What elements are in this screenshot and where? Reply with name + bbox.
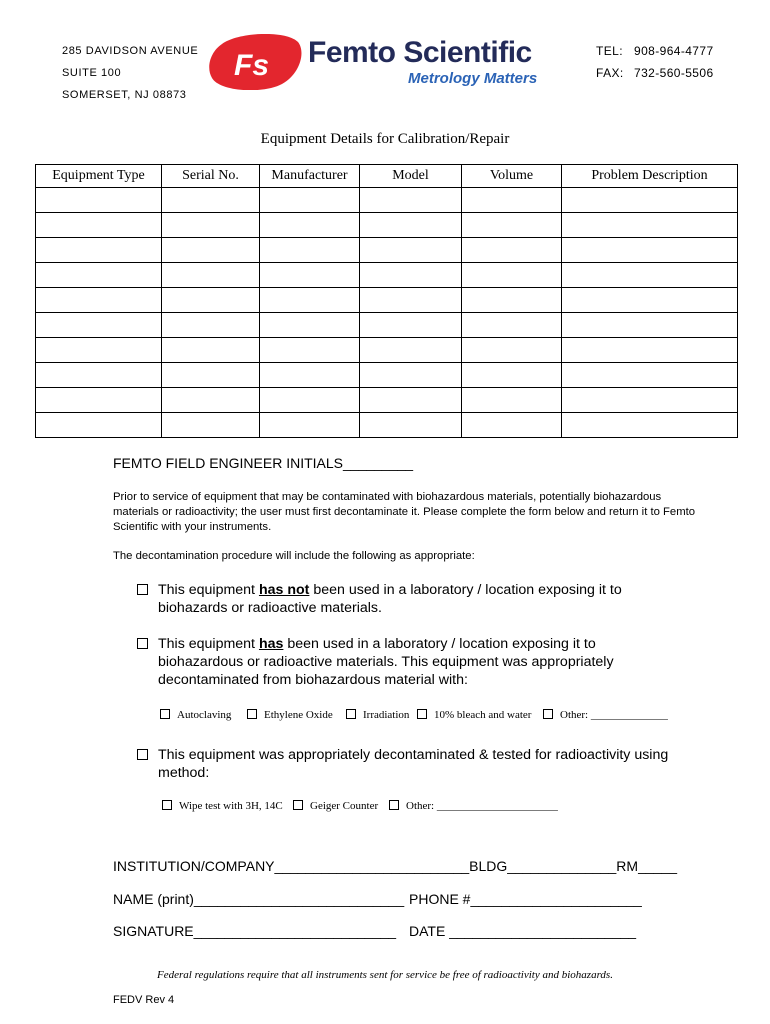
col-problem-description: Problem Description bbox=[562, 165, 738, 188]
method-autoclaving[interactable]: Autoclaving bbox=[160, 709, 231, 721]
table-cell[interactable] bbox=[162, 413, 260, 438]
col-manufacturer: Manufacturer bbox=[260, 165, 360, 188]
table-cell[interactable] bbox=[562, 388, 738, 413]
table-row bbox=[36, 363, 738, 388]
emphasis-has-not: has not bbox=[258, 582, 310, 598]
checkbox-method-other[interactable] bbox=[543, 709, 553, 719]
table-cell[interactable] bbox=[462, 238, 562, 263]
table-cell[interactable] bbox=[360, 288, 462, 313]
fax-line bbox=[596, 62, 714, 84]
equipment-table bbox=[35, 164, 738, 438]
table-cell[interactable] bbox=[360, 388, 462, 413]
table-cell[interactable] bbox=[562, 313, 738, 338]
option-not-used-text: This equipment has not been used in a laboratory / location exposing it to biohazards or radioactive materials. bbox=[158, 582, 622, 616]
table-header-row bbox=[36, 165, 738, 188]
col-serial-no: Serial No. bbox=[162, 165, 260, 188]
table-cell[interactable] bbox=[162, 363, 260, 388]
option-radioactivity-text: This equipment was appropriately decontaminated & tested for radioactivity using method: bbox=[158, 747, 669, 781]
table-cell[interactable] bbox=[162, 388, 260, 413]
table-cell[interactable] bbox=[36, 363, 162, 388]
table-row bbox=[36, 313, 738, 338]
address-line-suite: SUITE 100 bbox=[62, 67, 122, 79]
table-cell[interactable] bbox=[462, 213, 562, 238]
table-cell[interactable] bbox=[562, 413, 738, 438]
emphasis-has: has bbox=[258, 636, 284, 652]
signature-field[interactable]: SIGNATURE__________________________ bbox=[113, 923, 397, 939]
table-cell[interactable] bbox=[462, 288, 562, 313]
option-used-text: This equipment has been used in a laboratory / location exposing it to biohazardous or radioactive materials. This equipment was appropriately decontaminated from biohazardous material with: bbox=[158, 636, 614, 688]
method-wipe-test[interactable]: Wipe test with 3H, 14C bbox=[162, 800, 283, 812]
table-cell[interactable] bbox=[462, 313, 562, 338]
checkbox-not-used[interactable] bbox=[137, 584, 148, 595]
table-cell[interactable] bbox=[462, 413, 562, 438]
tel-number: 908-964-4777 bbox=[634, 44, 714, 58]
checkbox-used[interactable] bbox=[137, 638, 148, 649]
table-cell[interactable] bbox=[360, 213, 462, 238]
table-cell[interactable] bbox=[562, 288, 738, 313]
method-ethylene-oxide[interactable]: Ethylene Oxide bbox=[247, 709, 333, 721]
col-volume: Volume bbox=[462, 165, 562, 188]
company-logo bbox=[208, 30, 568, 94]
address-block bbox=[62, 40, 198, 106]
date-field[interactable]: DATE ________________________ bbox=[409, 923, 637, 939]
table-row bbox=[36, 188, 738, 213]
table-cell[interactable] bbox=[360, 238, 462, 263]
phone-field[interactable]: PHONE #______________________ bbox=[409, 891, 642, 907]
table-cell[interactable] bbox=[562, 338, 738, 363]
checkbox-radio-other[interactable] bbox=[389, 800, 399, 810]
table-cell[interactable] bbox=[36, 338, 162, 363]
table-row bbox=[36, 238, 738, 263]
table-cell[interactable] bbox=[462, 388, 562, 413]
institution-field[interactable]: INSTITUTION/COMPANY_________________________BLDG______________RM_____ bbox=[113, 858, 678, 874]
method-irradiation[interactable]: Irradiation bbox=[346, 709, 409, 721]
table-cell[interactable] bbox=[360, 313, 462, 338]
method-other[interactable]: Other: ______________ bbox=[543, 709, 668, 721]
form-title: Equipment Details for Calibration/Repair bbox=[260, 131, 510, 147]
table-cell[interactable] bbox=[260, 363, 360, 388]
table-row bbox=[36, 263, 738, 288]
logo-mark-text: Fs bbox=[234, 49, 270, 82]
name-phone-row bbox=[113, 891, 642, 907]
table-cell[interactable] bbox=[36, 313, 162, 338]
table-cell[interactable] bbox=[260, 288, 360, 313]
method-bleach[interactable]: 10% bleach and water bbox=[417, 709, 531, 721]
checkbox-wipe-test[interactable] bbox=[162, 800, 172, 810]
checkbox-bleach[interactable] bbox=[417, 709, 427, 719]
decontamination-notice: Prior to service of equipment that may be contaminated with biohazardous materials, potentially biohazardous materials or radioactivity; the user must first decontaminate it. Please complete the form below and return it to Femto Scientific with your instruments. bbox=[113, 491, 696, 533]
procedure-intro: The decontamination procedure will include the following as appropriate: bbox=[113, 550, 475, 562]
table-cell[interactable] bbox=[162, 313, 260, 338]
table-cell[interactable] bbox=[36, 238, 162, 263]
address-line-street: 285 DAVIDSON AVENUE bbox=[62, 45, 199, 57]
table-cell[interactable] bbox=[36, 188, 162, 213]
table-cell[interactable] bbox=[260, 413, 360, 438]
table-cell[interactable] bbox=[360, 413, 462, 438]
table-cell[interactable] bbox=[462, 363, 562, 388]
table-cell[interactable] bbox=[36, 388, 162, 413]
table-row bbox=[36, 388, 738, 413]
fax-number: 732-560-5506 bbox=[634, 66, 714, 80]
form-revision: FEDV Rev 4 bbox=[113, 994, 175, 1006]
method-geiger-counter[interactable]: Geiger Counter bbox=[293, 800, 378, 812]
name-field[interactable]: NAME (print)___________________________ bbox=[113, 891, 405, 907]
checkbox-radioactivity-tested[interactable] bbox=[137, 749, 148, 760]
checkbox-autoclaving[interactable] bbox=[160, 709, 170, 719]
table-cell[interactable] bbox=[360, 363, 462, 388]
table-cell[interactable] bbox=[260, 313, 360, 338]
table-cell[interactable] bbox=[462, 188, 562, 213]
checkbox-geiger-counter[interactable] bbox=[293, 800, 303, 810]
table-cell[interactable] bbox=[36, 213, 162, 238]
table-cell[interactable] bbox=[162, 213, 260, 238]
table-cell[interactable] bbox=[260, 263, 360, 288]
table-row bbox=[36, 338, 738, 363]
brand-name: Femto Scientific bbox=[308, 36, 532, 69]
table-cell[interactable] bbox=[260, 188, 360, 213]
table-cell[interactable] bbox=[260, 238, 360, 263]
tel-line bbox=[596, 40, 714, 62]
col-equipment-type: Equipment Type bbox=[36, 165, 162, 188]
table-cell[interactable] bbox=[162, 288, 260, 313]
table-cell[interactable] bbox=[162, 263, 260, 288]
table-cell[interactable] bbox=[562, 238, 738, 263]
table-cell[interactable] bbox=[162, 338, 260, 363]
checkbox-irradiation[interactable] bbox=[346, 709, 356, 719]
table-cell[interactable] bbox=[260, 213, 360, 238]
table-cell[interactable] bbox=[562, 188, 738, 213]
table-cell[interactable] bbox=[162, 238, 260, 263]
table-cell[interactable] bbox=[462, 263, 562, 288]
table-cell[interactable] bbox=[36, 263, 162, 288]
table-cell[interactable] bbox=[360, 338, 462, 363]
col-model: Model bbox=[360, 165, 462, 188]
table-cell[interactable] bbox=[162, 188, 260, 213]
checkbox-ethylene-oxide[interactable] bbox=[247, 709, 257, 719]
table-cell[interactable] bbox=[360, 263, 462, 288]
table-cell[interactable] bbox=[260, 338, 360, 363]
table-cell[interactable] bbox=[36, 288, 162, 313]
table-cell[interactable] bbox=[260, 388, 360, 413]
table-row bbox=[36, 413, 738, 438]
table-cell[interactable] bbox=[360, 188, 462, 213]
fax-label: FAX: bbox=[596, 66, 624, 80]
brand-tagline: Metrology Matters bbox=[408, 70, 538, 87]
table-cell[interactable] bbox=[562, 363, 738, 388]
table-cell[interactable] bbox=[562, 213, 738, 238]
table-cell[interactable] bbox=[36, 413, 162, 438]
method-radio-other[interactable]: Other: ______________________ bbox=[389, 800, 558, 812]
tel-label: TEL: bbox=[596, 44, 623, 58]
table-cell[interactable] bbox=[562, 263, 738, 288]
table-cell[interactable] bbox=[462, 338, 562, 363]
fs-logo-icon bbox=[208, 34, 302, 90]
signature-date-row bbox=[113, 923, 637, 939]
federal-regulations-note: Federal regulations require that all instruments sent for service be free of radioactivity and biohazards. bbox=[157, 969, 613, 981]
field-engineer-initials: FEMTO FIELD ENGINEER INITIALS_________ bbox=[113, 455, 414, 471]
table-row bbox=[36, 213, 738, 238]
table-row bbox=[36, 288, 738, 313]
address-line-city: SOMERSET, NJ 08873 bbox=[62, 89, 187, 101]
contact-block bbox=[596, 40, 714, 84]
